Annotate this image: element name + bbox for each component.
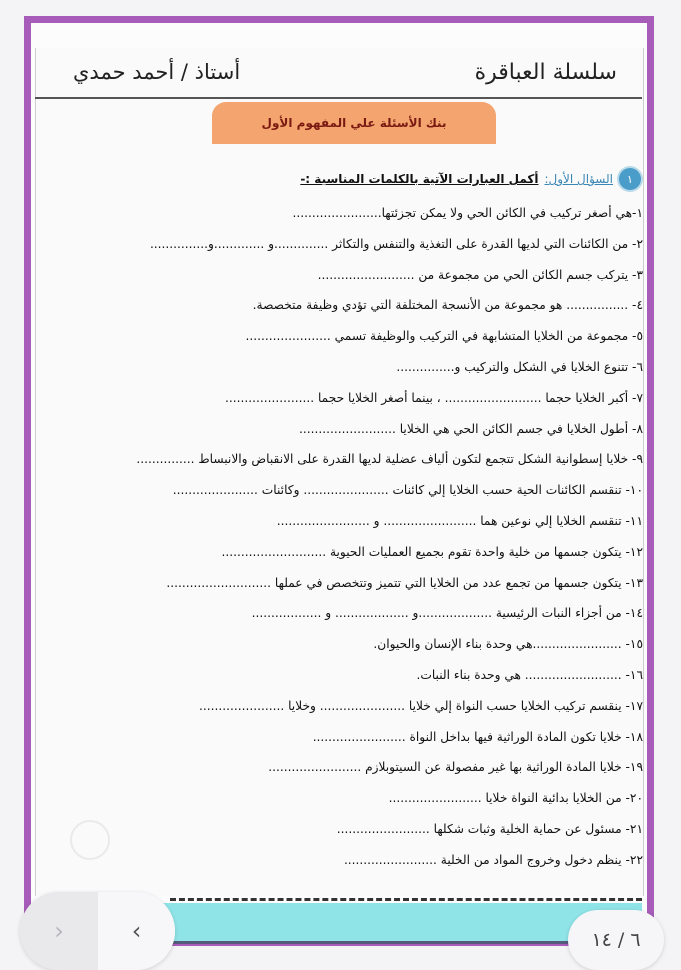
list-item: ١٦- ......................... هي وحدة بناء النبات.: [416, 667, 643, 682]
list-item: ١٨- خلايا تكون المادة الوراثية فيها بداخل النواة ........................: [312, 729, 643, 744]
list-item: ٢٢- ينظم دخول وخروج المواد من الخلية ........................: [343, 852, 643, 867]
dashed-divider: [170, 898, 642, 901]
question-list: [63, 200, 643, 878]
list-item: ١٢- يتكون جسمها من خلية واحدة تقوم بجميع العمليات الحيوية ...........................: [221, 544, 643, 559]
next-page-button[interactable]: [20, 892, 98, 970]
page-indicator: ٦ / ١٤: [568, 910, 664, 970]
list-item: ٥- مجموعة من الخلايا المتشابهة في التركيب والوظيفة تسمي ......................: [245, 329, 643, 344]
question-instruction: أكمل العبارات الآتية بالكلمات المناسبة :-: [300, 172, 539, 186]
teacher-name: أستاذ / أحمد حمدي: [73, 60, 241, 84]
list-item: ٨- أطول الخلايا في جسم الكائن الحي هي الخلايا .........................: [298, 421, 643, 436]
page-header: [35, 48, 642, 99]
chevron-right-icon: ›: [54, 917, 64, 945]
list-item: ١٠- تنقسم الكائنات الحية حسب الخلايا إلي كائنات ...................... وكائنات ......................: [172, 483, 643, 498]
list-item: ٣- يتركب جسم الكائن الحي من مجموعة من .........................: [317, 267, 643, 282]
list-item: ٢٠- من الخلايا بدائية النواة خلايا ........................: [388, 791, 643, 806]
question-heading: [300, 168, 641, 190]
list-item: ١٧- ينقسم تركيب الخلايا حسب النواة إلي خلايا ...................... وخلايا ......................: [198, 698, 643, 713]
list-item: ٩- خلايا إسطوانية الشكل تتجمع لتكون ألياف عضلية لديها القدرة على الانقباض والانبساط ...............: [136, 452, 643, 467]
list-item: ١٣- يتكون جسمها من تجمع عدد من الخلايا التي تتميز وتتخصص في عملها ...........................: [166, 575, 643, 590]
list-item: ٦- تتنوع الخلايا في الشكل والتركيب و...............: [396, 359, 643, 374]
list-item: ١٤- من أجزاء النبات الرئيسية ...................و ................... و ..................: [251, 606, 643, 621]
previous-page-button[interactable]: [98, 892, 175, 970]
series-title: سلسلة العباقرة: [474, 60, 617, 85]
list-item: ١١- تنقسم الخلايا إلي نوعين هما ........................ و ........................: [276, 513, 643, 528]
question-label: السؤال الأول:: [544, 172, 613, 186]
list-item: ٧- أكبر الخلايا حجما ......................... ، بينما أصغر الخلايا حجما .......................: [224, 390, 643, 405]
watermark-logo-icon: [70, 820, 110, 860]
chevron-left-icon: ‹: [131, 917, 142, 945]
list-item: ٢- من الكائنات التي لديها القدرة على التغذية والتنفس والتكاثر ..............و .............و...............: [149, 236, 643, 251]
banner-title: بنك الأسئلة علي المفهوم الأول: [261, 116, 447, 130]
list-item: ١٩- خلايا المادة الوراثية بها غير مفصولة عن السيتوبلازم ........................: [268, 760, 643, 775]
list-item: ٤- ................ هو مجموعة من الأنسجة المختلفة التي تؤدي وظيفة متخصصة.: [252, 298, 643, 313]
list-item: ٢١- مسئول عن حماية الخلية وثبات شكلها ........................: [336, 821, 643, 836]
page-navigation: [20, 892, 175, 970]
question-number-badge: ١: [619, 168, 641, 190]
list-item: ١٥- .......................هي وحدة بناء الإنسان والحيوان.: [373, 637, 643, 652]
list-item: ١-هي أصغر تركيب في الكائن الحي ولا يمكن تجزئتها.......................: [292, 206, 643, 220]
section-banner: [212, 102, 496, 144]
